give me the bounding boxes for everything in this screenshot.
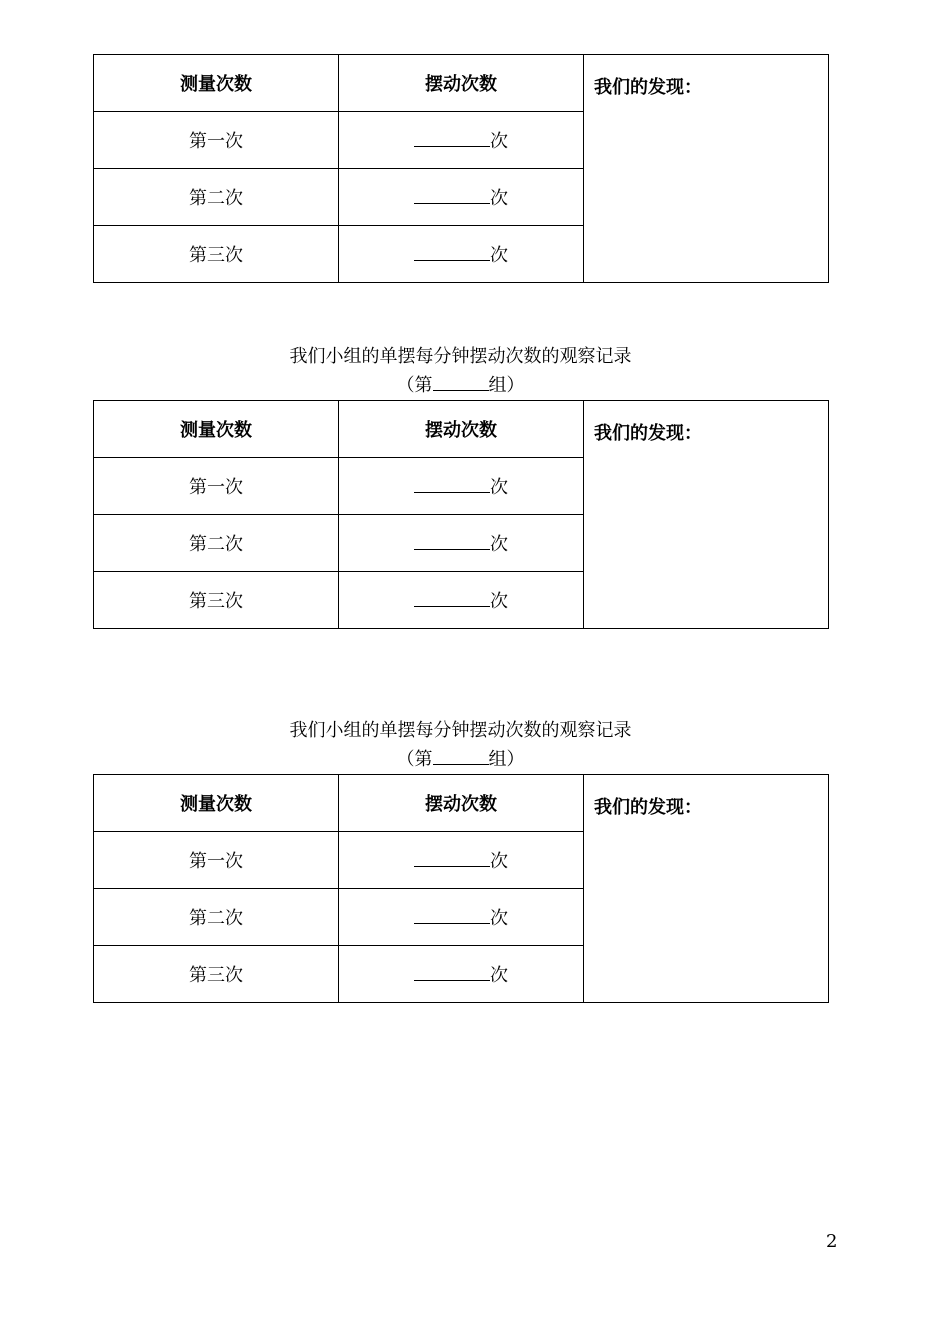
- swing-count-cell[interactable]: 次: [339, 112, 584, 169]
- findings-label: 我们的发现：: [594, 797, 702, 818]
- group-number-blank[interactable]: [433, 748, 489, 765]
- findings-cell[interactable]: [584, 401, 829, 629]
- row-label-1: 第一次: [94, 832, 339, 889]
- fill-blank[interactable]: [414, 130, 490, 147]
- record-table-3: [93, 774, 829, 1003]
- record-table-2: [93, 400, 829, 629]
- row-label-3: 第三次: [94, 226, 339, 283]
- swing-count-cell[interactable]: 次: [339, 832, 584, 889]
- record-caption: [93, 716, 828, 774]
- fill-blank[interactable]: [414, 476, 490, 493]
- header-measure-count: 测量次数: [94, 775, 339, 832]
- header-measure-count: 测量次数: [94, 401, 339, 458]
- swing-count-cell[interactable]: 次: [339, 572, 584, 629]
- fill-blank[interactable]: [414, 850, 490, 867]
- header-swing-count: 摆动次数: [339, 401, 584, 458]
- header-measure-count: 测量次数: [94, 55, 339, 112]
- row-label-1: 第一次: [94, 458, 339, 515]
- row-label-1: 第一次: [94, 112, 339, 169]
- fill-blank[interactable]: [414, 590, 490, 607]
- row-label-2: 第二次: [94, 169, 339, 226]
- caption-title: 我们小组的单摆每分钟摆动次数的观察记录: [289, 720, 632, 741]
- fill-blank[interactable]: [414, 244, 490, 261]
- caption-group: （第 组）: [396, 375, 525, 396]
- record-section-3: [93, 716, 828, 1003]
- findings-cell[interactable]: [584, 55, 829, 283]
- record-section-2: [93, 342, 828, 629]
- page-number: 2: [826, 1231, 838, 1252]
- row-label-2: 第二次: [94, 889, 339, 946]
- swing-count-cell[interactable]: 次: [339, 515, 584, 572]
- findings-label: 我们的发现：: [594, 77, 702, 98]
- header-swing-count: 摆动次数: [339, 55, 584, 112]
- swing-count-cell[interactable]: 次: [339, 946, 584, 1003]
- row-label-3: 第三次: [94, 572, 339, 629]
- record-caption: [93, 342, 828, 400]
- fill-blank[interactable]: [414, 964, 490, 981]
- swing-count-cell[interactable]: 次: [339, 169, 584, 226]
- fill-blank[interactable]: [414, 533, 490, 550]
- caption-group: （第 组）: [396, 749, 525, 770]
- caption-title: 我们小组的单摆每分钟摆动次数的观察记录: [289, 346, 632, 367]
- row-label-3: 第三次: [94, 946, 339, 1003]
- record-table-1: [93, 54, 829, 283]
- row-label-2: 第二次: [94, 515, 339, 572]
- fill-blank[interactable]: [414, 907, 490, 924]
- group-number-blank[interactable]: [433, 374, 489, 391]
- record-section-1: [93, 54, 828, 283]
- findings-cell[interactable]: [584, 775, 829, 1003]
- swing-count-cell[interactable]: 次: [339, 889, 584, 946]
- header-swing-count: 摆动次数: [339, 775, 584, 832]
- swing-count-cell[interactable]: 次: [339, 226, 584, 283]
- fill-blank[interactable]: [414, 187, 490, 204]
- findings-label: 我们的发现：: [594, 423, 702, 444]
- swing-count-cell[interactable]: 次: [339, 458, 584, 515]
